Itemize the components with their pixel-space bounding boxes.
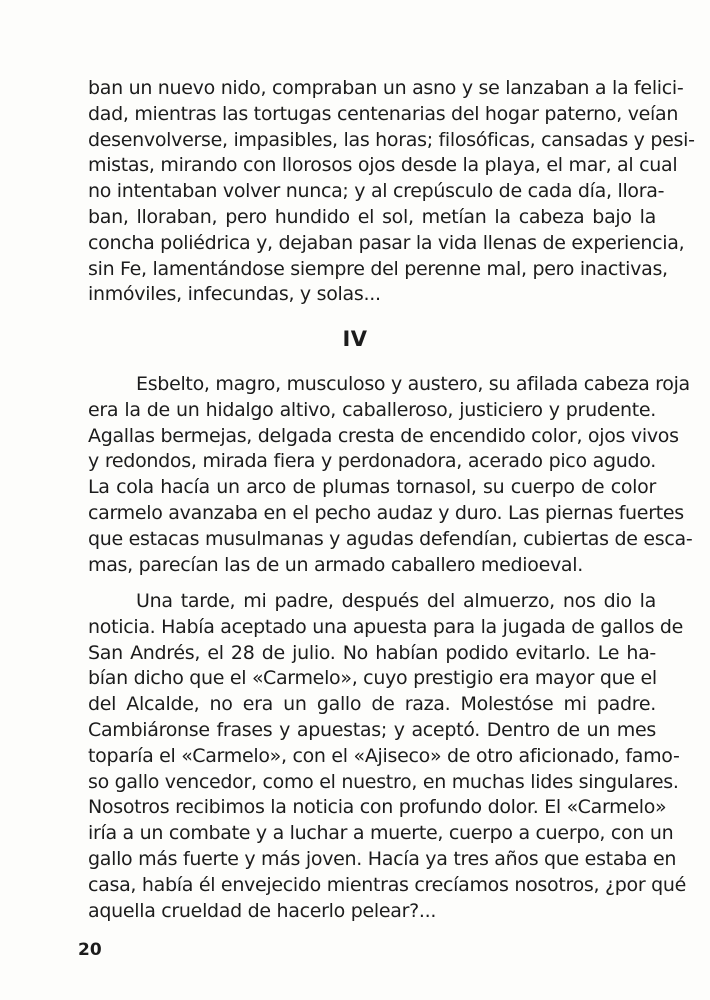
text-line: noticia. Había aceptado una apuesta para la jugada de gallos de (88, 615, 684, 638)
text-line: mas, parecían las de un armado caballero medioeval. (88, 553, 583, 576)
text-line: y redondos, mirada fiera y perdonadora, acerado pico agudo. (88, 450, 656, 473)
text-line: Esbelto, magro, musculoso y austero, su afilada cabeza roja (136, 373, 690, 395)
text-line: gallo más fuerte y más joven. Hacía ya tres años que estaba en (88, 847, 677, 870)
text-line: era la de un hidalgo altivo, caballeroso, justiciero y prudente. (88, 398, 656, 421)
text-line: ban un nuevo nido, compraban un asno y se lanzaban a la felici- (88, 77, 684, 99)
text-line: casa, había él envejecido mientras crecíamos nosotros, ¿por qué (88, 873, 686, 896)
text-line: Cambiáronse frases y apuestas; y aceptó. Dentro de un mes (88, 718, 656, 741)
text-line: so gallo vencedor, como el nuestro, en muchas lides singulares. (88, 770, 679, 793)
text-line: ban, lloraban, pero hundido el sol, metían la cabeza bajo la (88, 205, 656, 228)
text-line: carmelo avanzaba en el pecho audaz y duro. Las piernas fuertes (88, 501, 684, 524)
text-line: que estacas musulmanas y agudas defendían, cubiertas de esca- (88, 527, 693, 550)
text-line: dad, mientras las tortugas centenarias del hogar paterno, veían (88, 102, 679, 125)
text-line: del Alcalde, no era un gallo de raza. Molestóse mi padre. (88, 693, 656, 716)
text-line: Nosotros recibimos la noticia con profundo dolor. El «Carmelo» (88, 796, 667, 819)
page-number: 20 (78, 940, 102, 960)
text-line: mistas, mirando con llorosos ojos desde la playa, el mar, al cual (88, 154, 678, 177)
chapter-heading: IV (342, 327, 368, 351)
text-line: Una tarde, mi padre, después del almuerzo, nos dio la (136, 590, 656, 612)
text-line: iría a un combate y a luchar a muerte, cuerpo a cuerpo, con un (88, 822, 674, 845)
paragraph-3 (88, 589, 686, 924)
text-line: no intentaban volver nunca; y al crepúsculo de cada día, llora- (88, 180, 665, 203)
text-line: desenvolverse, impasibles, las horas; filosóficas, cansadas y pesi- (88, 128, 695, 151)
paragraph-1 (88, 76, 695, 308)
text-line: sin Fe, lamentándose siempre del perenne mal, pero inactivas, (88, 257, 668, 280)
paragraph-2 (88, 372, 693, 578)
text-line: toparía el «Carmelo», con el «Ajiseco» de otro aficionado, famo- (88, 744, 680, 767)
text-line: La cola hacía un arco de plumas tornasol, su cuerpo de color (88, 476, 656, 499)
text-line: San Andrés, el 28 de julio. No habían podido evitarlo. Le ha- (88, 641, 656, 664)
text-line: inmóviles, infecundas, y solas... (88, 283, 381, 306)
text-line: aquella crueldad de hacerlo pelear?... (88, 899, 437, 922)
text-line: Agallas bermejas, delgada cresta de encendido color, ojos vivos (88, 424, 679, 447)
text-line: concha poliédrica y, dejaban pasar la vida llenas de experiencia, (88, 231, 685, 254)
text-line: bían dicho que el «Carmelo», cuyo prestigio era mayor que el (88, 667, 657, 690)
